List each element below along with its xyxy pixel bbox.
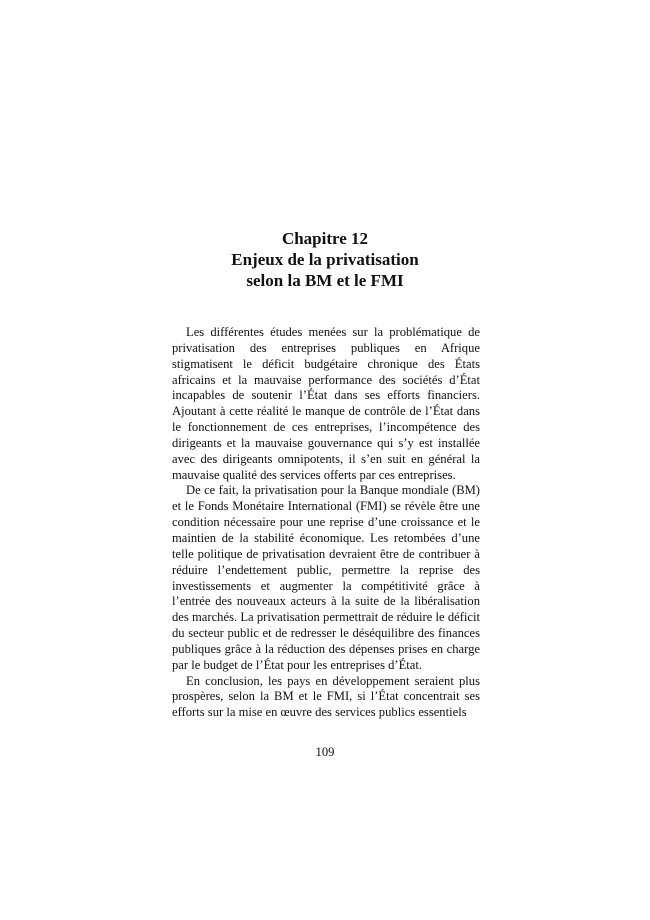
page-number: 109 <box>315 745 335 759</box>
paragraph-1: Les différentes études menées sur la problématique de privatisation des entreprises publiques en Afrique stigmatisent le déficit budgétaire chronique des États africains et la mauvaise performance des sociétés d’État incapables de soutenir l’État dans ses efforts financiers. Ajoutant à cette réalité le manque de contrôle de l’État dans le fonctionnement de ces entreprises, l’incompétence des dirigeants et la mauvaise gouvernance qui s’y est installée avec des dirigeants omnipotents, il s’en suit en général la mauvaise qualité des services offerts par ces entreprises. <box>172 325 480 482</box>
chapter-title-line-1: Enjeux de la privatisation <box>231 250 419 269</box>
chapter-number: Chapitre 12 <box>281 229 369 248</box>
chapter-title-line-2: selon la BM et le FMI <box>246 271 404 290</box>
chapter-heading <box>0 228 650 291</box>
body-text <box>172 325 480 721</box>
paragraph-2: De ce fait, la privatisation pour la Banque mondiale (BM) et le Fonds Monétaire International (FMI) se révèle être une condition nécessaire pour une reprise d’une croissance et le maintien de la stabilité économique. Les retombées d’une telle politique de privatisation devraient être de contribuer à réduire l’endettement public, permettre la reprise des investissements et augmenter la compétitivité grâce à l’entrée des nouveaux acteurs à la suite de la libéralisation des marchés. La privatisation permettrait de réduire le déficit du secteur public et de redresser le déséquilibre des finances publiques grâce à la réduction des dépenses prises en charge par le budget de l’État pour les entreprises d’État. <box>172 483 480 672</box>
paragraph-3: En conclusion, les pays en développement seraient plus prospères, selon la BM et le FMI, si l’État concentrait ses efforts sur la mise en œuvre des services publics essentiels <box>172 673 480 720</box>
